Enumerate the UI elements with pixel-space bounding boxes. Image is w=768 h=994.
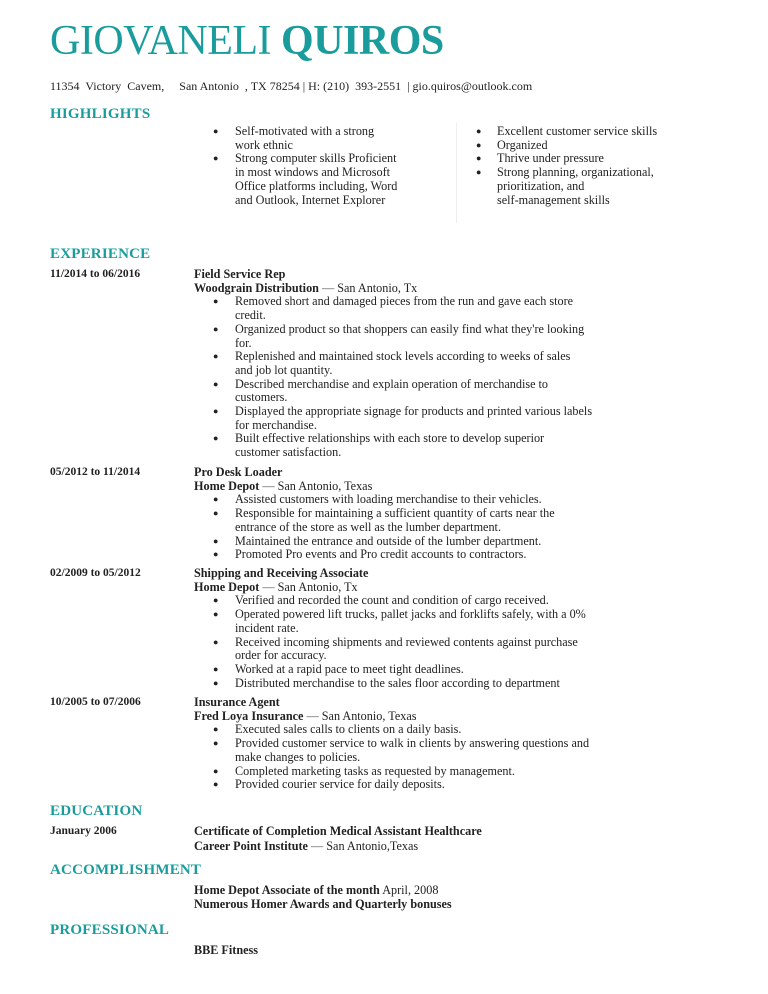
- bullet-text: and job lot quantity.: [235, 362, 333, 377]
- job-company-line: [194, 709, 416, 723]
- bullet-text: Organized product so that shoppers can easily find what they're looking: [235, 321, 585, 336]
- section-heading-highlights: HIGHLIGHTS: [50, 106, 151, 122]
- bullet-text: Maintained the entrance and outside of the lumber department.: [235, 533, 542, 548]
- education-degree: Certificate of Completion Medical Assistant Healthcare: [194, 824, 482, 838]
- separator: —: [307, 839, 327, 853]
- section-heading-accomplishment: ACCOMPLISHMENT: [50, 862, 202, 878]
- bullet-text: Excellent customer service skills: [497, 124, 658, 138]
- bullet-icon: ●: [213, 549, 219, 560]
- highlights-divider: [456, 123, 457, 223]
- bullet-text: Received incoming shipments and reviewed contents against purchase: [235, 634, 578, 649]
- bullet-text: customer satisfaction.: [235, 445, 342, 460]
- bullet-icon: ●: [213, 153, 219, 164]
- first-name: GIOVANELI: [50, 18, 272, 64]
- bullet-icon: ●: [213, 677, 219, 688]
- bullet-text: Promoted Pro events and Pro credit accounts to contractors.: [235, 547, 527, 562]
- bullet-icon: ●: [213, 378, 219, 389]
- job-company: Home Depot: [194, 478, 260, 493]
- job-dates: 05/2012 to 11/2014: [50, 466, 141, 478]
- job-location: San Antonio, Texas: [277, 478, 373, 493]
- bullet-text: for.: [235, 335, 252, 350]
- bullet-icon: ●: [213, 351, 219, 362]
- bullet-text: self-management skills: [497, 192, 610, 207]
- bullet-text: incident rate.: [235, 620, 299, 635]
- bullet-text: Office platforms including, Word: [235, 178, 398, 193]
- separator: —: [303, 708, 322, 723]
- bullet-icon: ●: [213, 663, 219, 674]
- bullet-text: Verified and recorded the count and condition of cargo received.: [235, 593, 549, 608]
- job-company: Home Depot: [194, 579, 260, 594]
- bullet-text: Strong planning, organizational,: [497, 165, 654, 180]
- bullet-text: and Outlook, Internet Explorer: [235, 192, 386, 207]
- job-location: San Antonio, Tx: [337, 280, 418, 295]
- bullet-icon: ●: [213, 494, 219, 505]
- education-location: San Antonio,Texas: [326, 839, 419, 853]
- bullet-icon: ●: [213, 323, 219, 334]
- job-title: Shipping and Receiving Associate: [194, 566, 369, 580]
- bullet-text: customers.: [235, 390, 288, 405]
- bullet-icon: ●: [213, 126, 219, 136]
- bullet-text: make changes to policies.: [235, 749, 361, 764]
- bullet-icon: ●: [213, 765, 219, 776]
- bullet-text: Completed marketing tasks as requested by management.: [235, 763, 515, 778]
- candidate-name: [50, 20, 444, 62]
- job-location: San Antonio, Tx: [277, 579, 358, 594]
- bullet-icon: ●: [213, 406, 219, 416]
- bullet-icon: ●: [213, 433, 219, 444]
- bullet-icon: ●: [213, 296, 219, 307]
- separator: —: [259, 579, 278, 594]
- bullet-text: Assisted customers with loading merchandise to their vehicles.: [235, 492, 542, 507]
- bullet-icon: ●: [213, 779, 219, 790]
- bullet-text: Responsible for maintaining a sufficient quantity of carts near the: [235, 506, 555, 521]
- bullet-icon: ●: [476, 126, 482, 136]
- bullet-text: work ethnic: [235, 137, 293, 152]
- job-company: Woodgrain Distribution: [194, 280, 319, 295]
- job-dates: 11/2014 to 06/2016: [50, 268, 141, 280]
- bullet-icon: ●: [476, 167, 482, 178]
- education-school: Career Point Institute: [194, 839, 308, 853]
- job-title: Insurance Agent: [194, 695, 280, 709]
- job-title: Pro Desk Loader: [194, 465, 283, 479]
- bullet-icon: ●: [213, 535, 219, 546]
- bullet-icon: ●: [476, 139, 482, 150]
- bullet-icon: ●: [213, 595, 219, 606]
- bullet-text: Built effective relationships with each store to develop superior: [235, 431, 545, 446]
- bullet-text: prioritization, and: [497, 178, 585, 193]
- job-dates: 02/2009 to 05/2012: [50, 567, 141, 579]
- bullet-text: Worked at a rapid pace to meet tight deadlines.: [235, 661, 464, 676]
- bullet-icon: ●: [213, 738, 219, 749]
- bullet-text: in most windows and Microsoft: [235, 165, 391, 180]
- contact-line: 11354 Victory Cavem, San Antonio , TX 78254 | H: (210) 393-2551 | gio.quiros@outlook.com: [50, 79, 533, 93]
- job-company: Fred Loya Insurance: [194, 708, 304, 723]
- last-name: QUIROS: [281, 18, 444, 64]
- bullet-text: Provided courier service for daily deposits.: [235, 777, 445, 792]
- section-heading-education: EDUCATION: [50, 803, 143, 819]
- bullet-icon: ●: [213, 636, 219, 647]
- bullet-text: Executed sales calls to clients on a daily basis.: [235, 722, 462, 737]
- bullet-text: Self-motivated with a strong: [235, 124, 375, 138]
- job-company-line: [194, 281, 417, 295]
- bullet-icon: ●: [213, 724, 219, 735]
- bullet-text: Displayed the appropriate signage for products and printed various labels: [235, 404, 593, 418]
- bullet-text: for merchandise.: [235, 417, 317, 432]
- job-dates: 10/2005 to 07/2006: [50, 696, 141, 708]
- professional-item: BBE Fitness: [194, 943, 258, 957]
- bullet-text: entrance of the store as well as the lumber department.: [235, 519, 501, 534]
- bullet-icon: ●: [213, 609, 219, 620]
- job-location: San Antonio, Texas: [321, 708, 417, 723]
- accomplishment-date: April, 2008: [379, 883, 439, 897]
- bullet-text: Replenished and maintained stock levels according to weeks of sales: [235, 349, 571, 364]
- bullet-icon: ●: [213, 508, 219, 519]
- bullet-text: Strong computer skills Proficient: [235, 151, 397, 166]
- accomplishment-line-2: Numerous Homer Awards and Quarterly bonuses: [194, 897, 452, 911]
- accomplishment-line-1: [194, 883, 438, 897]
- bullet-text: order for accuracy.: [235, 648, 327, 663]
- job-company-line: [194, 479, 372, 493]
- bullet-text: Operated powered lift trucks, pallet jacks and forklifts safely, with a 0%: [235, 607, 586, 622]
- bullet-text: Provided customer service to walk in clients by answering questions and: [235, 736, 590, 751]
- section-heading-experience: EXPERIENCE: [50, 246, 151, 262]
- job-title: Field Service Rep: [194, 267, 286, 281]
- bullet-text: Described merchandise and explain operation of merchandise to: [235, 376, 549, 391]
- separator: —: [259, 478, 278, 493]
- education-school-line: [194, 839, 418, 853]
- job-company-line: [194, 580, 358, 594]
- education-date: January 2006: [50, 825, 117, 837]
- section-heading-professional: PROFESSIONAL: [50, 922, 170, 938]
- accomplishment-award: Home Depot Associate of the month: [194, 883, 380, 897]
- bullet-text: Organized: [497, 137, 548, 152]
- bullet-text: credit.: [235, 308, 266, 323]
- bullet-icon: ●: [476, 153, 482, 164]
- separator: —: [318, 280, 338, 295]
- bullet-text: Removed short and damaged pieces from the run and gave each store: [235, 294, 574, 309]
- bullet-text: Distributed merchandise to the sales floor according to department: [235, 675, 560, 690]
- bullet-text: Thrive under pressure: [497, 151, 604, 166]
